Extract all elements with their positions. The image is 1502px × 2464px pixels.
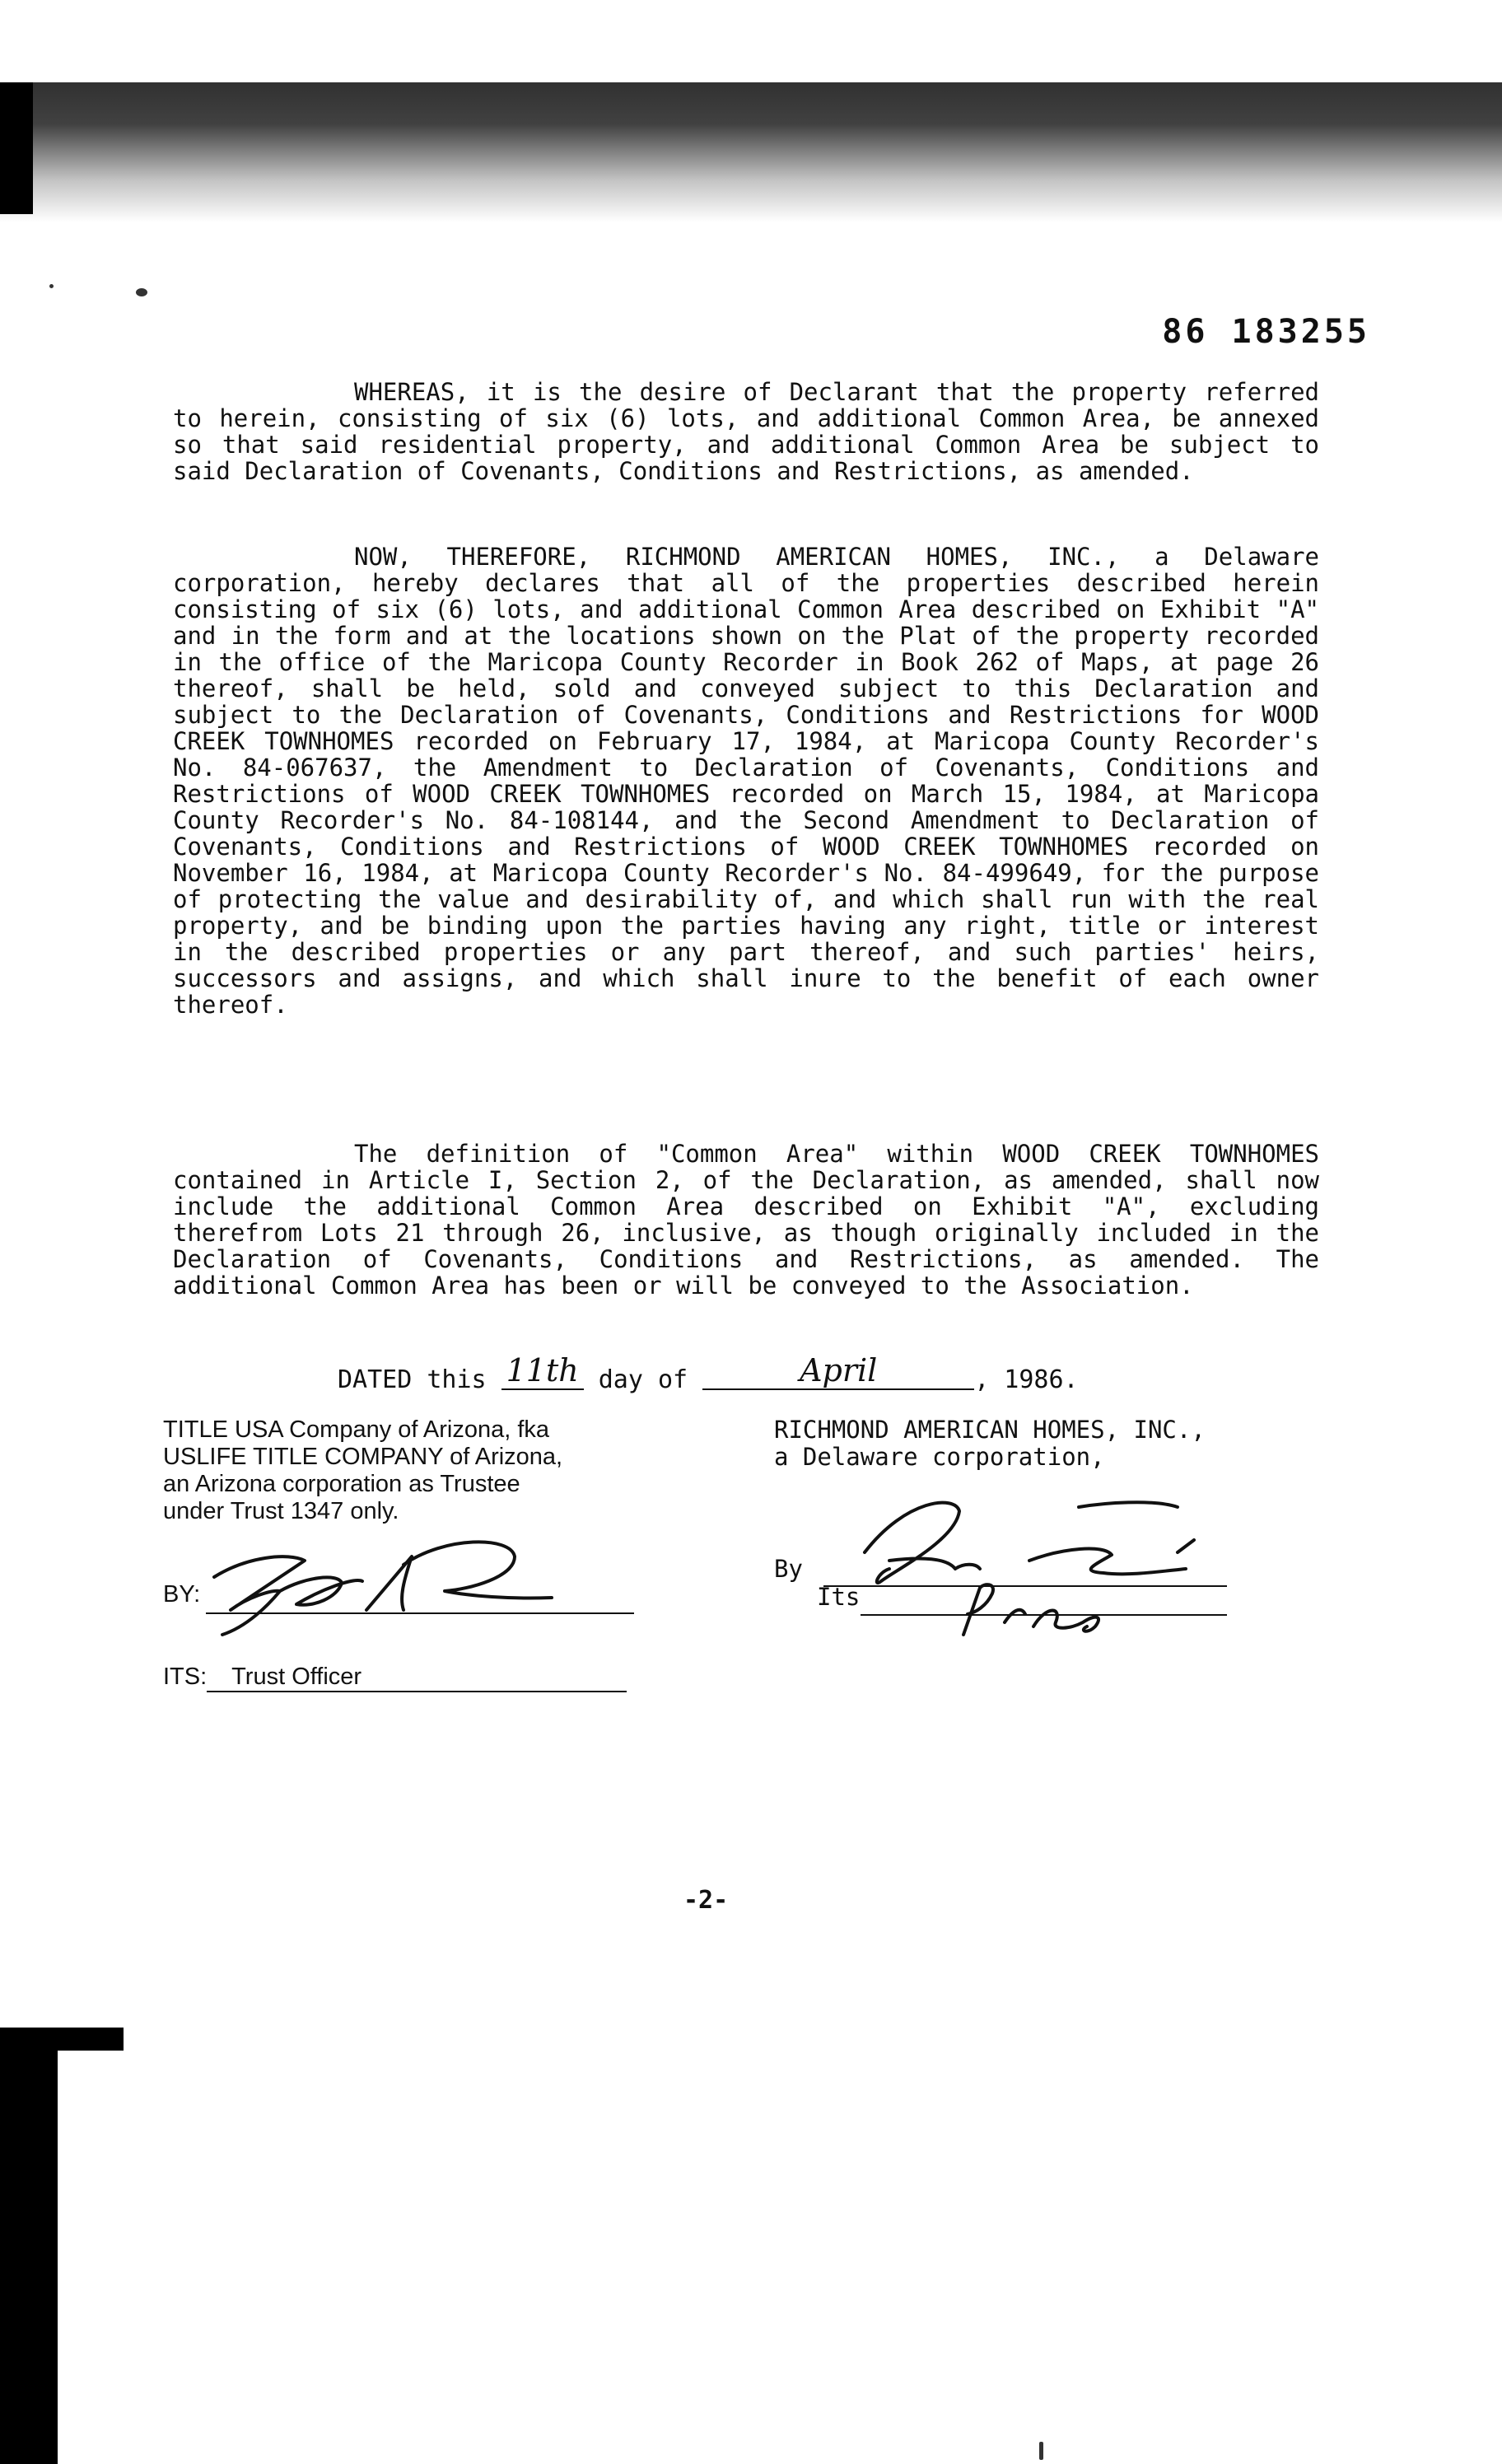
dated-line xyxy=(338,1352,1079,1397)
scan-speck xyxy=(136,288,147,296)
paragraph-now-therefore xyxy=(173,544,1319,1018)
dated-year: , 1986. xyxy=(974,1365,1079,1394)
scan-edge-bottom-tail xyxy=(0,2028,124,2051)
scan-speck xyxy=(49,284,54,288)
recording-number: 86 183255 xyxy=(1162,313,1370,351)
paragraph-common-area xyxy=(173,1141,1319,1299)
paragraph-text: NOW, THEREFORE, RICHMOND AMERICAN HOMES, INC., a Delaware corporation, hereby declares that all of the properties described herein consisting of six (6) lots, and additional Common Area described on Exhibit "A" and in the form and at the locations shown on the Plat of the property recorded in the office of the Maricopa County Recorder in Book 262 of Maps, at page 26 thereof, shall be held, sold and conveyed subject to this Declaration and subject to the Declaration of Covenants, Conditions and Restrictions for WOOD CREEK TOWNHOMES recorded on February 17, 1984, at Maricopa County Recorder's No. 84-067637, the Amendment to Declaration of Covenants, Conditions and Restrictions of WOOD CREEK TOWNHOMES recorded on March 15, 1984, at Maricopa County Recorder's No. 84-108144, and the Second Amendment to Declaration of Covenants, Conditions and Restrictions of WOOD CREEK TOWNHOMES recorded on November 16, 1984, at Maricopa County Recorder's No. 84-499649, for the purpose of protecting the value and desirability of, and which shall run with the real property, and be binding upon the parties having any right, title or interest in the described properties or any part thereof, and such parties' heirs, successors and assigns, and which shall inure to the benefit of each owner thereof. xyxy=(173,543,1319,1019)
scan-edge-left xyxy=(0,82,33,214)
declarant-by-label: By xyxy=(774,1555,803,1583)
scan-border-top xyxy=(0,82,1502,222)
trustee-its-label: ITS: xyxy=(163,1664,208,1690)
paragraph-whereas xyxy=(173,379,1319,484)
declarant-signature xyxy=(832,1491,1227,1643)
dated-day: 11th xyxy=(501,1352,584,1390)
paragraph-text: The definition of "Common Area" within WOOD CREEK TOWNHOMES contained in Article I, Section 2, of the Declaration, as amended, shall now include the additional Common Area described on Exhibit "A", excluding therefrom Lots 21 through 26, inclusive, as though originally included in the Declaration of Covenants, Conditions and Restrictions, as amended. The additional Common Area has been or will be conveyed to the Association. xyxy=(173,1140,1319,1300)
declarant-party-block: RICHMOND AMERICAN HOMES, INC., a Delaware corporation, xyxy=(774,1416,1206,1471)
trustee-by-label: BY: xyxy=(163,1581,201,1608)
scan-speck xyxy=(1039,2442,1043,2460)
dated-middle: day of xyxy=(598,1365,688,1394)
paragraph-text: WHEREAS, it is the desire of Declarant that the property referred to herein, consisting of six (6) lots, and additional Common Area, be annexed so that said residential property, and additional Common Area be subject to said Declaration of Covenants, Conditions and Restrictions, as amended. xyxy=(173,378,1319,485)
scan-edge-bottom-left xyxy=(0,2028,58,2464)
trustee-its-value: Trust Officer xyxy=(207,1664,627,1692)
trustee-its-row xyxy=(163,1664,627,1692)
declarant-its-label: Its xyxy=(817,1583,861,1611)
dated-month: April xyxy=(702,1352,974,1390)
dated-prefix: DATED this xyxy=(338,1365,487,1394)
page-number: -2- xyxy=(683,1886,729,1915)
trustee-signature xyxy=(198,1532,560,1639)
trustee-party-block: TITLE USA Company of Arizona, fka USLIFE TITLE COMPANY of Arizona, an Arizona corporation as Trustee under Trust 1347 only. xyxy=(163,1416,563,1524)
